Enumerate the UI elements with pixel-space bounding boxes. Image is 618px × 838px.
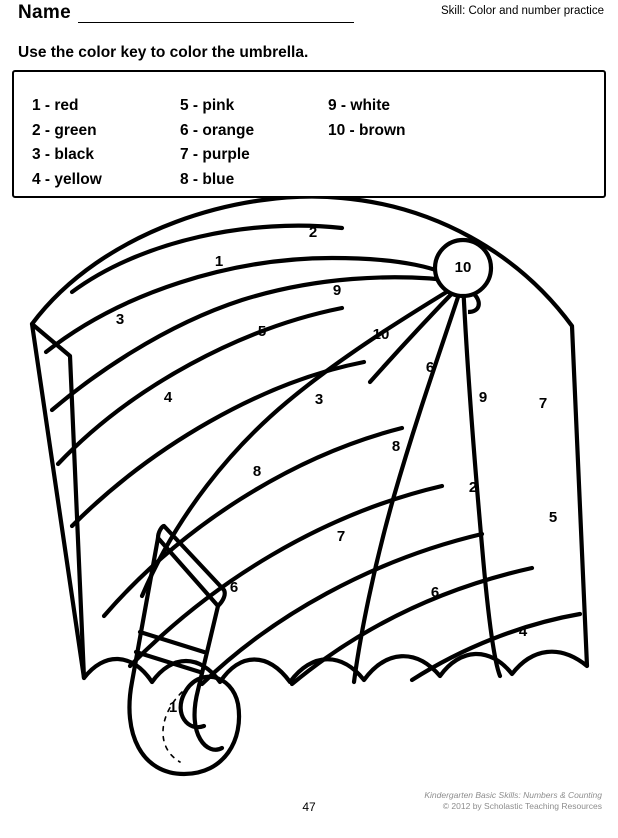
region-number: 2 <box>308 223 318 241</box>
region-number: 10 <box>372 325 390 343</box>
umbrella-canopy-outline <box>32 197 587 684</box>
color-key-item: 2 - green <box>32 121 97 139</box>
region-number: 9 <box>332 281 342 299</box>
region-number: 10 <box>454 258 472 276</box>
color-key-item: 1 - red <box>32 97 79 114</box>
region-number: 4 <box>163 388 173 406</box>
color-key-column <box>328 94 476 192</box>
credit-line-1: Kindergarten Basic Skills: Numbers & Counting <box>424 790 602 800</box>
canopy-seam-2 <box>142 282 463 596</box>
credit-block <box>424 790 602 812</box>
worksheet-header <box>0 0 618 34</box>
umbrella-svg <box>12 196 606 782</box>
region-number: 5 <box>548 508 558 526</box>
region-number: 3 <box>115 310 125 328</box>
canopy-silhouette <box>32 197 587 682</box>
region-number: 6 <box>425 358 435 376</box>
color-key-columns <box>32 94 476 192</box>
region-number: 6 <box>430 583 440 601</box>
canopy-arc-2 <box>46 258 463 352</box>
color-key-column <box>180 94 328 192</box>
region-number: 9 <box>478 388 488 406</box>
canopy-seam-1 <box>52 277 463 410</box>
color-key-item: 7 - purple <box>180 146 250 163</box>
region-number: 8 <box>391 437 401 455</box>
color-key-item: 5 - pink <box>180 97 235 114</box>
canopy-arc-4 <box>72 362 364 526</box>
region-number: 8 <box>252 462 262 480</box>
umbrella-illustration <box>12 196 606 782</box>
credit-line-2: © 2012 by Scholastic Teaching Resources <box>442 801 602 811</box>
color-key-item: 8 - blue <box>180 170 235 188</box>
region-number: 4 <box>518 622 528 640</box>
name-label: Name <box>18 2 71 23</box>
instruction-text: Use the color key to color the umbrella. <box>18 44 309 61</box>
region-number: 3 <box>314 390 324 408</box>
color-key-item: 6 - orange <box>180 121 255 139</box>
region-number: 1 <box>168 698 178 716</box>
skill-text: Skill: Color and number practice <box>441 5 604 17</box>
region-number: 2 <box>468 478 478 496</box>
canopy-arc-3 <box>58 308 342 464</box>
color-key-item: 3 - black <box>32 146 95 163</box>
color-key-box <box>12 70 606 198</box>
region-number: 7 <box>538 394 548 412</box>
color-key-item: 4 - yellow <box>32 170 102 188</box>
region-number: 5 <box>257 322 267 340</box>
color-key-item: 10 - brown <box>328 121 406 139</box>
name-write-in-line[interactable] <box>78 22 354 23</box>
region-number: 7 <box>336 527 346 545</box>
region-number: 6 <box>229 578 239 596</box>
region-number: 1 <box>214 252 224 270</box>
color-key-item: 9 - white <box>328 97 391 114</box>
canopy-arc-6 <box>130 486 442 666</box>
color-key-column <box>32 94 180 192</box>
page-number: 47 <box>302 800 316 814</box>
